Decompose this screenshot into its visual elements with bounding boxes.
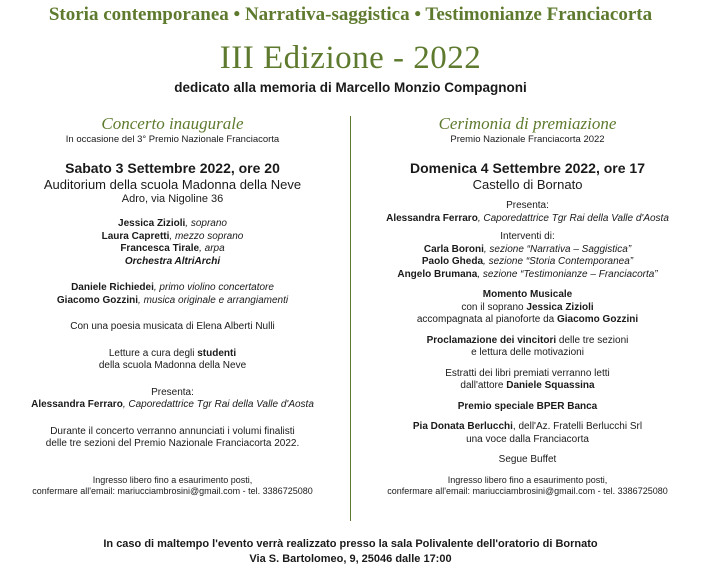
presenter-label: Presenta: bbox=[506, 200, 549, 211]
readings-school: della scuola Madonna della Neve bbox=[98, 360, 247, 371]
berlucchi-line2: una voce dalla Franciacorta bbox=[466, 433, 589, 445]
presenter-label: Presenta: bbox=[151, 386, 194, 398]
poem-line: Con una poesia musicata di Elena Alberti Nulli bbox=[70, 321, 275, 332]
berlucchi-line: Pia Donata Berlucchi, dell'Az. Fratelli Berlucchi Srl bbox=[412, 421, 643, 432]
announce-line: Durante il concerto verranno annunciati i volumi finalisti bbox=[50, 425, 295, 437]
interventi-label: Interventi di: bbox=[500, 231, 555, 242]
dedication-line: dedicato alla memoria di Marcello Monzio Compagnoni bbox=[174, 80, 527, 95]
performer-line: Jessica Zizioli, soprano bbox=[118, 218, 227, 229]
entry-info: Ingresso libero fino a esaurimento posti, bbox=[447, 474, 608, 485]
edition-title: III Edizione - 2022 bbox=[219, 40, 482, 76]
musician-line: Daniele Richiedei, primo violino concertatore bbox=[71, 282, 274, 293]
musician-line: Giacomo Gozzini, musica originale e arrangiamenti bbox=[56, 294, 289, 306]
ceremony-column bbox=[365, 114, 690, 497]
concert-venue: Auditorium della scuola Madonna della Neve bbox=[43, 177, 302, 192]
ceremony-title: Cerimonia di premiazione bbox=[438, 114, 617, 133]
momento-line: accompagnata al pianoforte da Giacomo Gozzini bbox=[416, 314, 639, 325]
concert-title: Concerto inaugurale bbox=[101, 114, 244, 133]
estratti-line2: dall'attore Daniele Squassina bbox=[460, 380, 595, 391]
orchestra-name: Orchestra AltriArchi bbox=[124, 255, 221, 267]
readings-line: Letture a cura degli studenti bbox=[108, 347, 237, 359]
premio-speciale: Premio speciale BPER Banca bbox=[457, 400, 598, 412]
intervento-line: Carla Boroni, sezione “Narrativa – Saggistica” bbox=[423, 243, 632, 255]
buffet-line: Segue Buffet bbox=[498, 454, 557, 465]
momento-title: Momento Musicale bbox=[482, 289, 573, 300]
performer-line: Laura Capretti, mezzo soprano bbox=[101, 230, 244, 242]
concert-address: Adro, via Nigoline 36 bbox=[121, 193, 224, 205]
presenter-line: Alessandra Ferraro, Caporedattrice Tgr Rai della Valle d'Aosta bbox=[386, 212, 669, 224]
concert-subtitle: In occasione del 3° Premio Nazionale Franciacorta bbox=[65, 134, 280, 145]
column-divider bbox=[350, 116, 351, 521]
estratti-line: Estratti dei libri premiati verranno letti bbox=[445, 367, 610, 379]
ceremony-date: Domenica 4 Settembre 2022, ore 17 bbox=[409, 160, 645, 176]
ceremony-subtitle: Premio Nazionale Franciacorta 2022 bbox=[450, 134, 605, 145]
entry-contact: confermare all'email: mariucciambrosini@gmail.com - tel. 3386725080 bbox=[387, 485, 668, 496]
announce-line: delle tre sezioni del Premio Nazionale Franciacorta 2022. bbox=[45, 438, 300, 449]
presenter-line: Alessandra Ferraro, Caporedattrice Tgr Rai della Valle d'Aosta bbox=[31, 399, 314, 410]
concert-date: Sabato 3 Settembre 2022, ore 20 bbox=[65, 160, 280, 176]
proclamazione-line2: e lettura delle motivazioni bbox=[471, 347, 584, 358]
entry-info: Ingresso libero fino a esaurimento posti, bbox=[92, 474, 253, 485]
intervento-line: Angelo Brumana, sezione “Testimonianze – Franciacorta” bbox=[397, 268, 658, 280]
entry-contact: confermare all'email: mariucciambrosini@gmail.com - tel. 3386725080 bbox=[32, 485, 313, 496]
momento-line: con il soprano Jessica Zizioli bbox=[461, 301, 594, 313]
bad-weather-address: Via S. Bartolomeo, 9, 25046 dalle 17:00 bbox=[249, 553, 452, 565]
concert-column bbox=[10, 114, 335, 497]
intervento-line: Paolo Gheda, sezione “Storia Contemporanea” bbox=[421, 256, 634, 267]
proclamazione-line: Proclamazione dei vincitori delle tre sezioni bbox=[426, 334, 629, 346]
performer-line: Francesca Tirale, arpa bbox=[120, 243, 225, 254]
bad-weather-note: In caso di maltempo l'evento verrà realizzato presso la sala Polivalente dell'oratorio di Bornato bbox=[103, 538, 598, 550]
categories-header: Storia contemporanea • Narrativa-saggistica • Testimonianze Franciacorta bbox=[48, 4, 653, 25]
ceremony-venue: Castello di Bornato bbox=[472, 177, 583, 192]
